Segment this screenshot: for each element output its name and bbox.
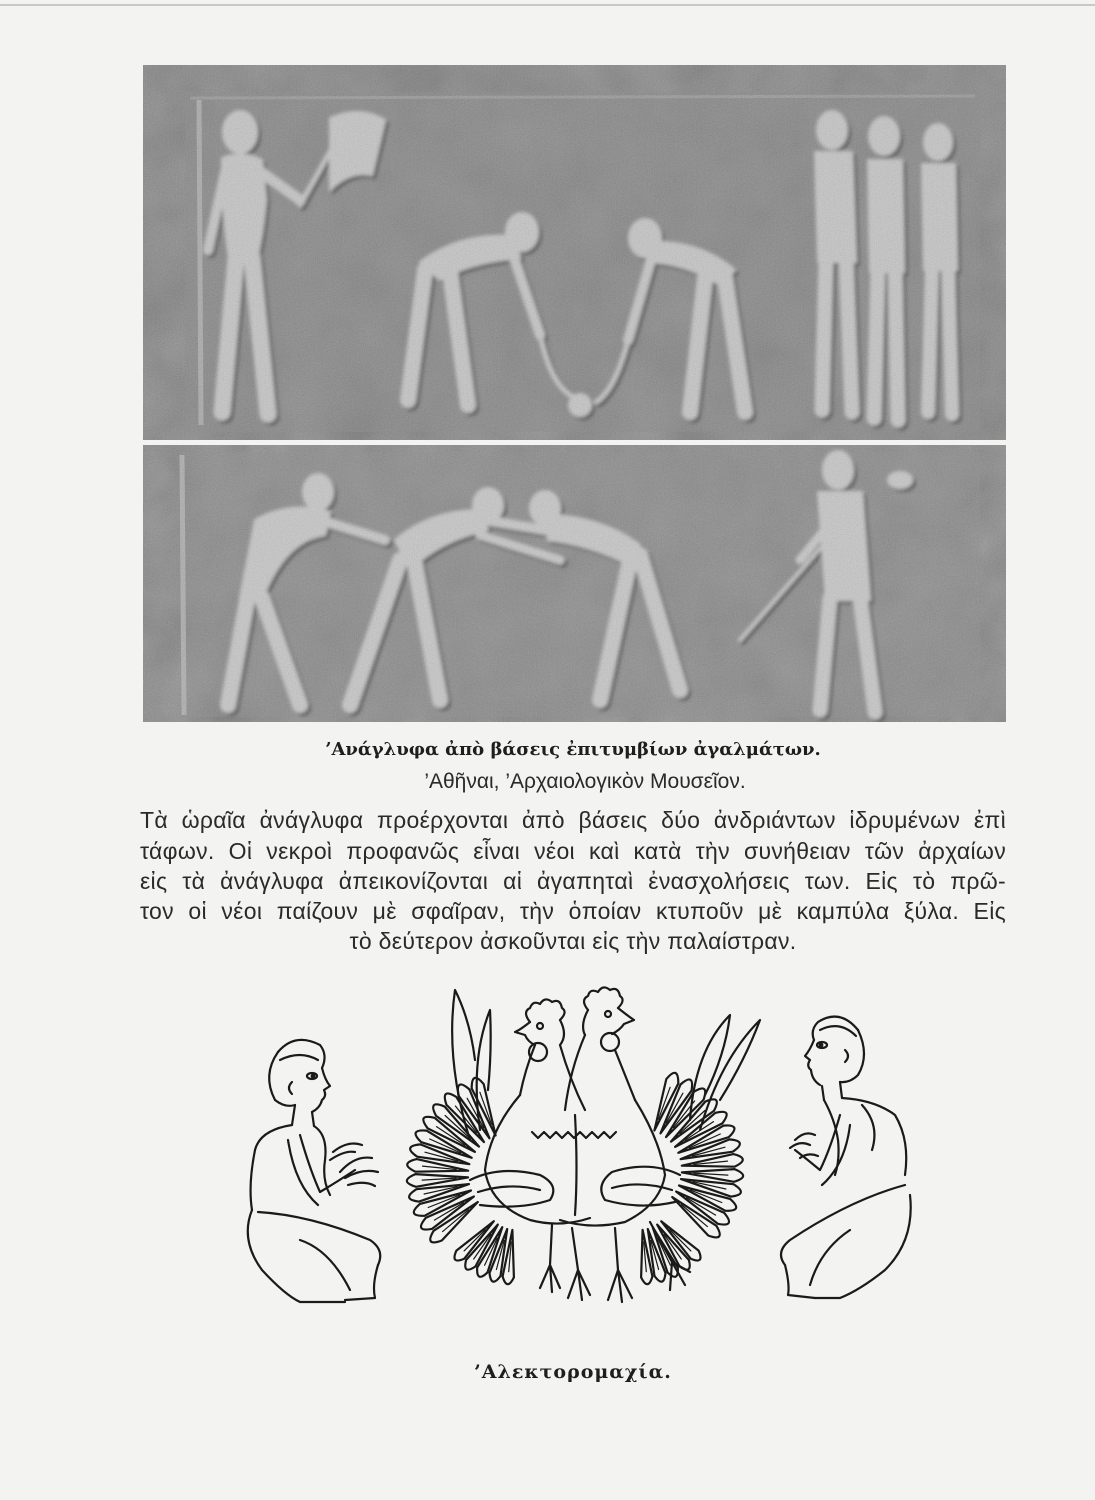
cockfight-drawing xyxy=(220,975,930,1320)
drawing-caption: ’Αλεκτορομαχία. xyxy=(474,1361,672,1383)
relief-photo-ball-game xyxy=(143,65,1006,440)
relief-caption-title: ’Ανάγλυφα ἀπὸ βάσεις ἐπιτυμβίων ἀγαλμάτων. xyxy=(325,739,821,760)
description-line: τάφων. Οἱ νεκροὶ προφανῶς εἶναι νέοι καὶ κατὰ τὴν συνήθειαν τῶν ἀρχαίων xyxy=(140,838,1006,864)
scan-top-edge xyxy=(0,4,1095,6)
relief-caption-location: ’Αθῆναι, ’Αρχαιολογικὸν Μουσεῖον. xyxy=(424,770,746,793)
description-line: τον οἱ νέοι παίζουν μὲ σφαῖραν, τὴν ὁποίαν κτυποῦν μὲ καμπύλα ξύλα. Εἰς xyxy=(140,898,1006,924)
description-line: τὸ δεύτερον ἀσκοῦνται εἰς τὴν παλαίστραν. xyxy=(349,928,797,954)
description-line: Τὰ ὡραῖα ἀνάγλυφα προέρχονται ἀπὸ βάσεις δύο ἀνδριάντων ἱδρυμένων ἐπὶ xyxy=(140,807,1006,833)
relief-photo-wrestling xyxy=(143,445,1006,722)
left-youth-figure xyxy=(248,1040,380,1302)
right-youth-figure xyxy=(781,1017,911,1298)
description-line: εἰς τὰ ἀνάγλυφα ἀπεικονίζονται αἱ ἀγαπηταὶ ἐνασχολήσεις των. Εἰς τὸ πρῶ- xyxy=(140,868,1006,894)
